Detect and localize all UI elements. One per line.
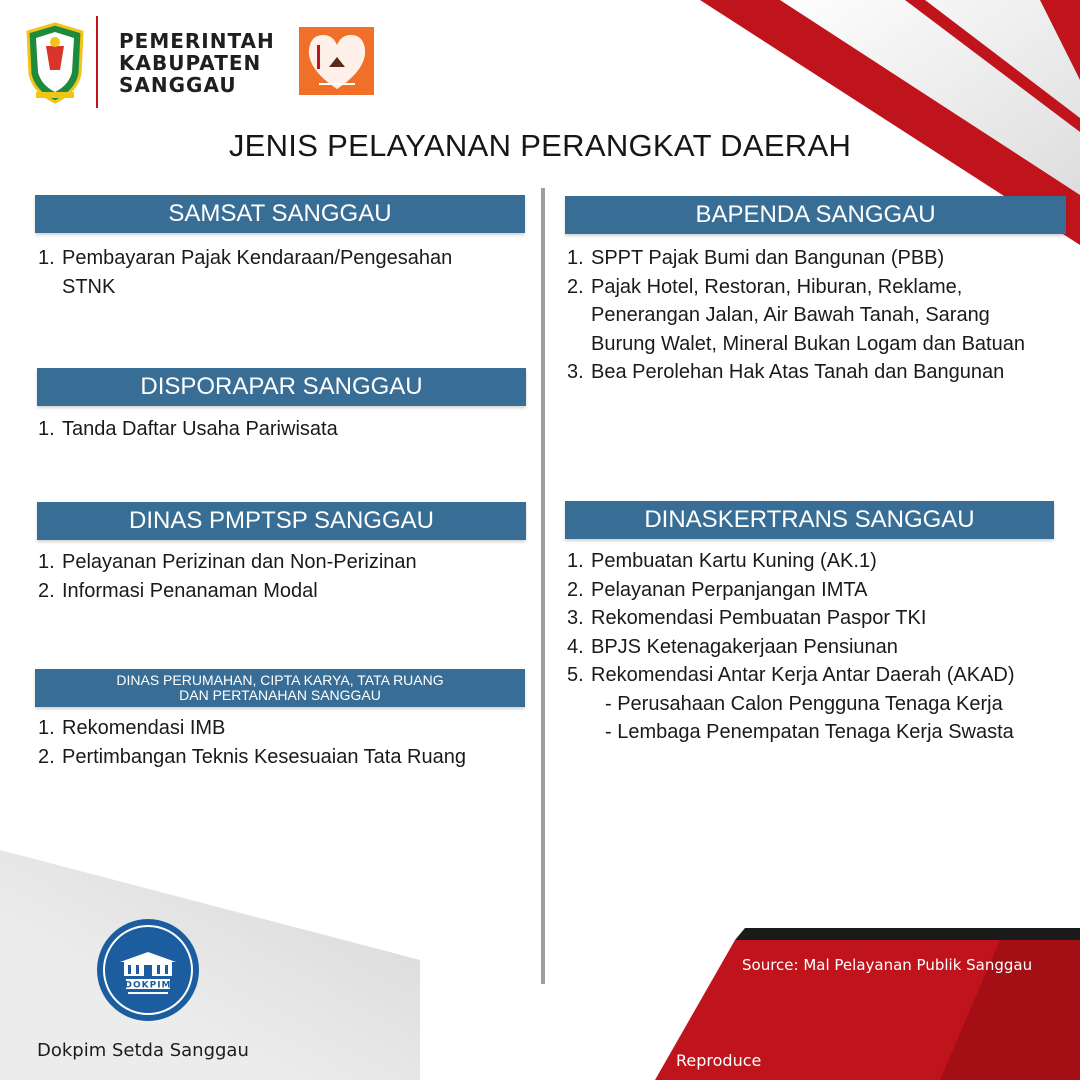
list-item (38, 743, 538, 772)
item-number: 3. (567, 607, 584, 629)
item-text: Pelayanan Perpanjangan IMTA (591, 578, 868, 601)
item-number: 2. (567, 275, 584, 298)
item-number: 4. (567, 635, 584, 658)
item-number: 1. (38, 418, 55, 440)
org-name-line: PEMERINTAH (119, 29, 275, 53)
kabupaten-emblem-icon (24, 22, 86, 104)
list-item (38, 548, 528, 577)
header-divider (96, 16, 98, 108)
item-text-line: Burung Walet, Mineral Bukan Logam dan Batuan (591, 332, 1025, 355)
service-list-bapenda (567, 244, 1073, 387)
section-header-line: DAN PERTANAHAN SANGGAU (179, 687, 381, 703)
list-sub-item: - Lembaga Penempatan Tenaga Kerja Swasta (605, 721, 1014, 743)
service-list-disporapar (38, 415, 528, 444)
list-item (567, 273, 1073, 359)
list-sub-item: - Perusahaan Calon Pengguna Tenaga Kerja (605, 692, 1003, 715)
item-text-line: Pembayaran Pajak Kendaraan/Pengesahan (62, 247, 453, 269)
list-item (567, 244, 1073, 273)
section-header-dinaskertrans: DINASKERTRANS SANGGAU (565, 501, 1054, 539)
list-item (38, 415, 528, 444)
item-number: 1. (567, 550, 584, 572)
item-number: 5. (567, 664, 584, 686)
service-list-perumahan (38, 714, 538, 771)
source-caption: Source: Mal Pelayanan Publik Sanggau (742, 956, 1033, 974)
dokpim-logo-text: DOKPIM (124, 980, 172, 991)
section-header-samsat: SAMSAT SANGGAU (35, 195, 525, 233)
section-header-pmptsp: DINAS PMPTSP SANGGAU (37, 502, 526, 540)
list-item (567, 604, 1073, 633)
service-list-samsat (38, 244, 528, 301)
item-text: BPJS Ketenagakerjaan Pensiunan (591, 635, 898, 658)
item-text (591, 273, 1073, 359)
item-number: 1. (38, 717, 55, 739)
item-number: 3. (567, 361, 584, 383)
item-text: Informasi Penanaman Modal (62, 579, 318, 602)
list-item (567, 547, 1073, 576)
item-text: SPPT Pajak Bumi dan Bangunan (PBB) (591, 247, 945, 269)
list-item (567, 633, 1073, 662)
item-text: Pembuatan Kartu Kuning (AK.1) (591, 550, 877, 572)
item-text-line: STNK (62, 275, 116, 298)
item-text: Tanda Daftar Usaha Pariwisata (62, 418, 338, 440)
item-number: 1. (567, 247, 584, 269)
item-text-line: Pajak Hotel, Restoran, Hiburan, Reklame, (591, 275, 963, 298)
org-name (119, 30, 299, 96)
service-list-pmptsp (38, 548, 528, 605)
item-text-line: Penerangan Jalan, Air Bawah Tanah, Sarang (591, 304, 990, 326)
item-text: Rekomendasi Antar Kerja Antar Daerah (AKAD) (591, 664, 1015, 686)
item-number: 1. (38, 247, 55, 269)
item-number: 1. (38, 551, 55, 573)
list-item (567, 576, 1073, 605)
list-item (38, 244, 528, 301)
dokpim-building-logo-icon (96, 918, 200, 1022)
section-header-disporapar: DISPORAPAR SANGGAU (37, 368, 526, 406)
item-text: Pelayanan Perizinan dan Non-Perizinan (62, 551, 417, 573)
bottom-right-dark-stripe (735, 928, 1080, 940)
list-item (567, 358, 1073, 387)
column-divider (541, 188, 545, 984)
org-name-line: KABUPATEN (119, 51, 262, 75)
mal-pelayanan-publik-logo-icon (299, 27, 374, 95)
item-number: 2. (38, 579, 55, 602)
list-item (38, 577, 528, 606)
section-header-perumahan (35, 669, 525, 707)
reproduce-caption: Reproduce (676, 1051, 762, 1070)
org-name-line: SANGGAU (119, 73, 237, 97)
item-text: Rekomendasi IMB (62, 717, 226, 739)
list-item (38, 714, 538, 743)
list-item (567, 661, 1073, 690)
item-text: Pertimbangan Teknis Kesesuaian Tata Ruang (62, 745, 466, 768)
item-text (62, 244, 528, 301)
service-list-dinaskertrans (567, 547, 1073, 747)
item-number: 2. (38, 745, 55, 768)
item-text: Rekomendasi Pembuatan Paspor TKI (591, 607, 927, 629)
item-number: 2. (567, 578, 584, 601)
page-title: JENIS PELAYANAN PERANGKAT DAERAH (228, 128, 852, 163)
dokpim-name: Dokpim Setda Sanggau (37, 1040, 249, 1061)
item-text: Bea Perolehan Hak Atas Tanah dan Bangunan (591, 361, 1005, 383)
section-header-bapenda: BAPENDA SANGGAU (565, 196, 1066, 234)
section-header-line: DINAS PERUMAHAN, CIPTA KARYA, TATA RUANG (116, 672, 444, 688)
